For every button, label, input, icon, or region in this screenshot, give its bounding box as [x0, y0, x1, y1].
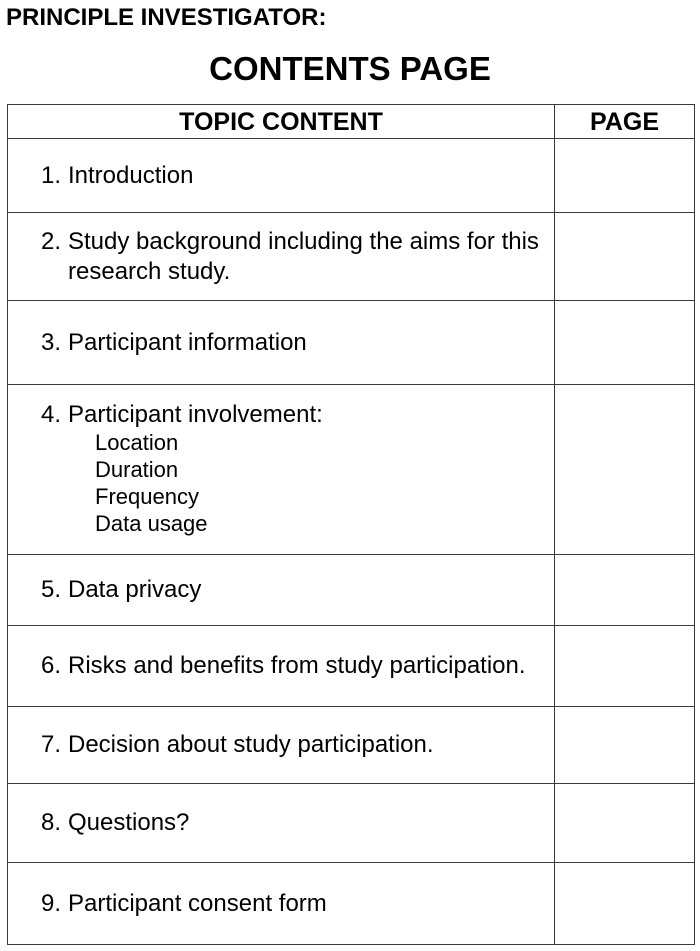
list-item: [41, 730, 544, 760]
page-number-cell: [555, 784, 695, 863]
page-number-cell: [555, 555, 695, 626]
table-header-row: [8, 105, 695, 139]
list-item: [41, 889, 544, 919]
page-number-cell: [555, 707, 695, 784]
item-number: 3.: [41, 328, 62, 356]
topic-cell: [8, 213, 555, 301]
page-number-cell: [555, 213, 695, 301]
page-number-cell: [555, 385, 695, 555]
table-row: [8, 626, 695, 707]
topic-cell: [8, 707, 555, 784]
topic-cell: [8, 301, 555, 385]
item-number: 6.: [41, 652, 62, 679]
item-number: 4.: [41, 401, 62, 428]
table-row: [8, 301, 695, 385]
topic-cell: [8, 626, 555, 707]
page-title: CONTENTS PAGE: [209, 50, 491, 87]
topic-cell: [8, 385, 555, 555]
item-number: 7.: [41, 731, 62, 758]
item-text: Study background including the aims for this research study.: [68, 227, 539, 285]
item-text: Data privacy: [68, 576, 202, 603]
table-row: [8, 385, 695, 555]
page-number-cell: [555, 301, 695, 385]
item-text: Participant consent form: [68, 889, 327, 917]
topic-cell: [8, 784, 555, 863]
item-text: Decision about study participation.: [68, 731, 434, 758]
page-number-cell: [555, 863, 695, 945]
sub-item-list: [41, 429, 544, 537]
list-item: [41, 808, 544, 838]
item-text: Introduction: [68, 161, 194, 189]
sub-item-frequency: Frequency: [95, 484, 199, 509]
table-row: [8, 213, 695, 301]
topic-cell: [8, 863, 555, 945]
page-number-cell: [555, 139, 695, 213]
list-item: [41, 651, 544, 681]
item-text: Participant information: [68, 328, 307, 356]
item-text: Participant involvement:: [68, 401, 323, 428]
list-item: [41, 328, 544, 358]
contents-table: [7, 104, 695, 945]
topic-cell: [8, 139, 555, 213]
list-item: [41, 575, 544, 605]
list-item: [41, 227, 544, 287]
sub-item-location: Location: [95, 430, 179, 455]
page-header: PAGE: [555, 105, 695, 139]
item-text: Risks and benefits from study participation.: [68, 652, 526, 679]
item-text: Questions?: [68, 809, 190, 836]
sub-item-duration: Duration: [95, 457, 179, 482]
table-row: [8, 139, 695, 213]
table-row: [8, 863, 695, 945]
topic-content-header: TOPIC CONTENT: [8, 105, 555, 139]
item-number: 5.: [41, 576, 62, 603]
table-row: [8, 555, 695, 626]
list-item: [41, 161, 544, 191]
topic-cell: [8, 555, 555, 626]
principal-investigator-label: PRINCIPLE INVESTIGATOR:: [6, 4, 327, 31]
page-number-cell: [555, 626, 695, 707]
table-row: [8, 784, 695, 863]
item-number: 2.: [41, 227, 62, 255]
item-number: 8.: [41, 809, 62, 836]
table-row: [8, 707, 695, 784]
sub-item-data-usage: Data usage: [95, 511, 208, 536]
item-number: 1.: [41, 161, 62, 189]
item-number: 9.: [41, 889, 62, 917]
list-item: [41, 400, 544, 430]
